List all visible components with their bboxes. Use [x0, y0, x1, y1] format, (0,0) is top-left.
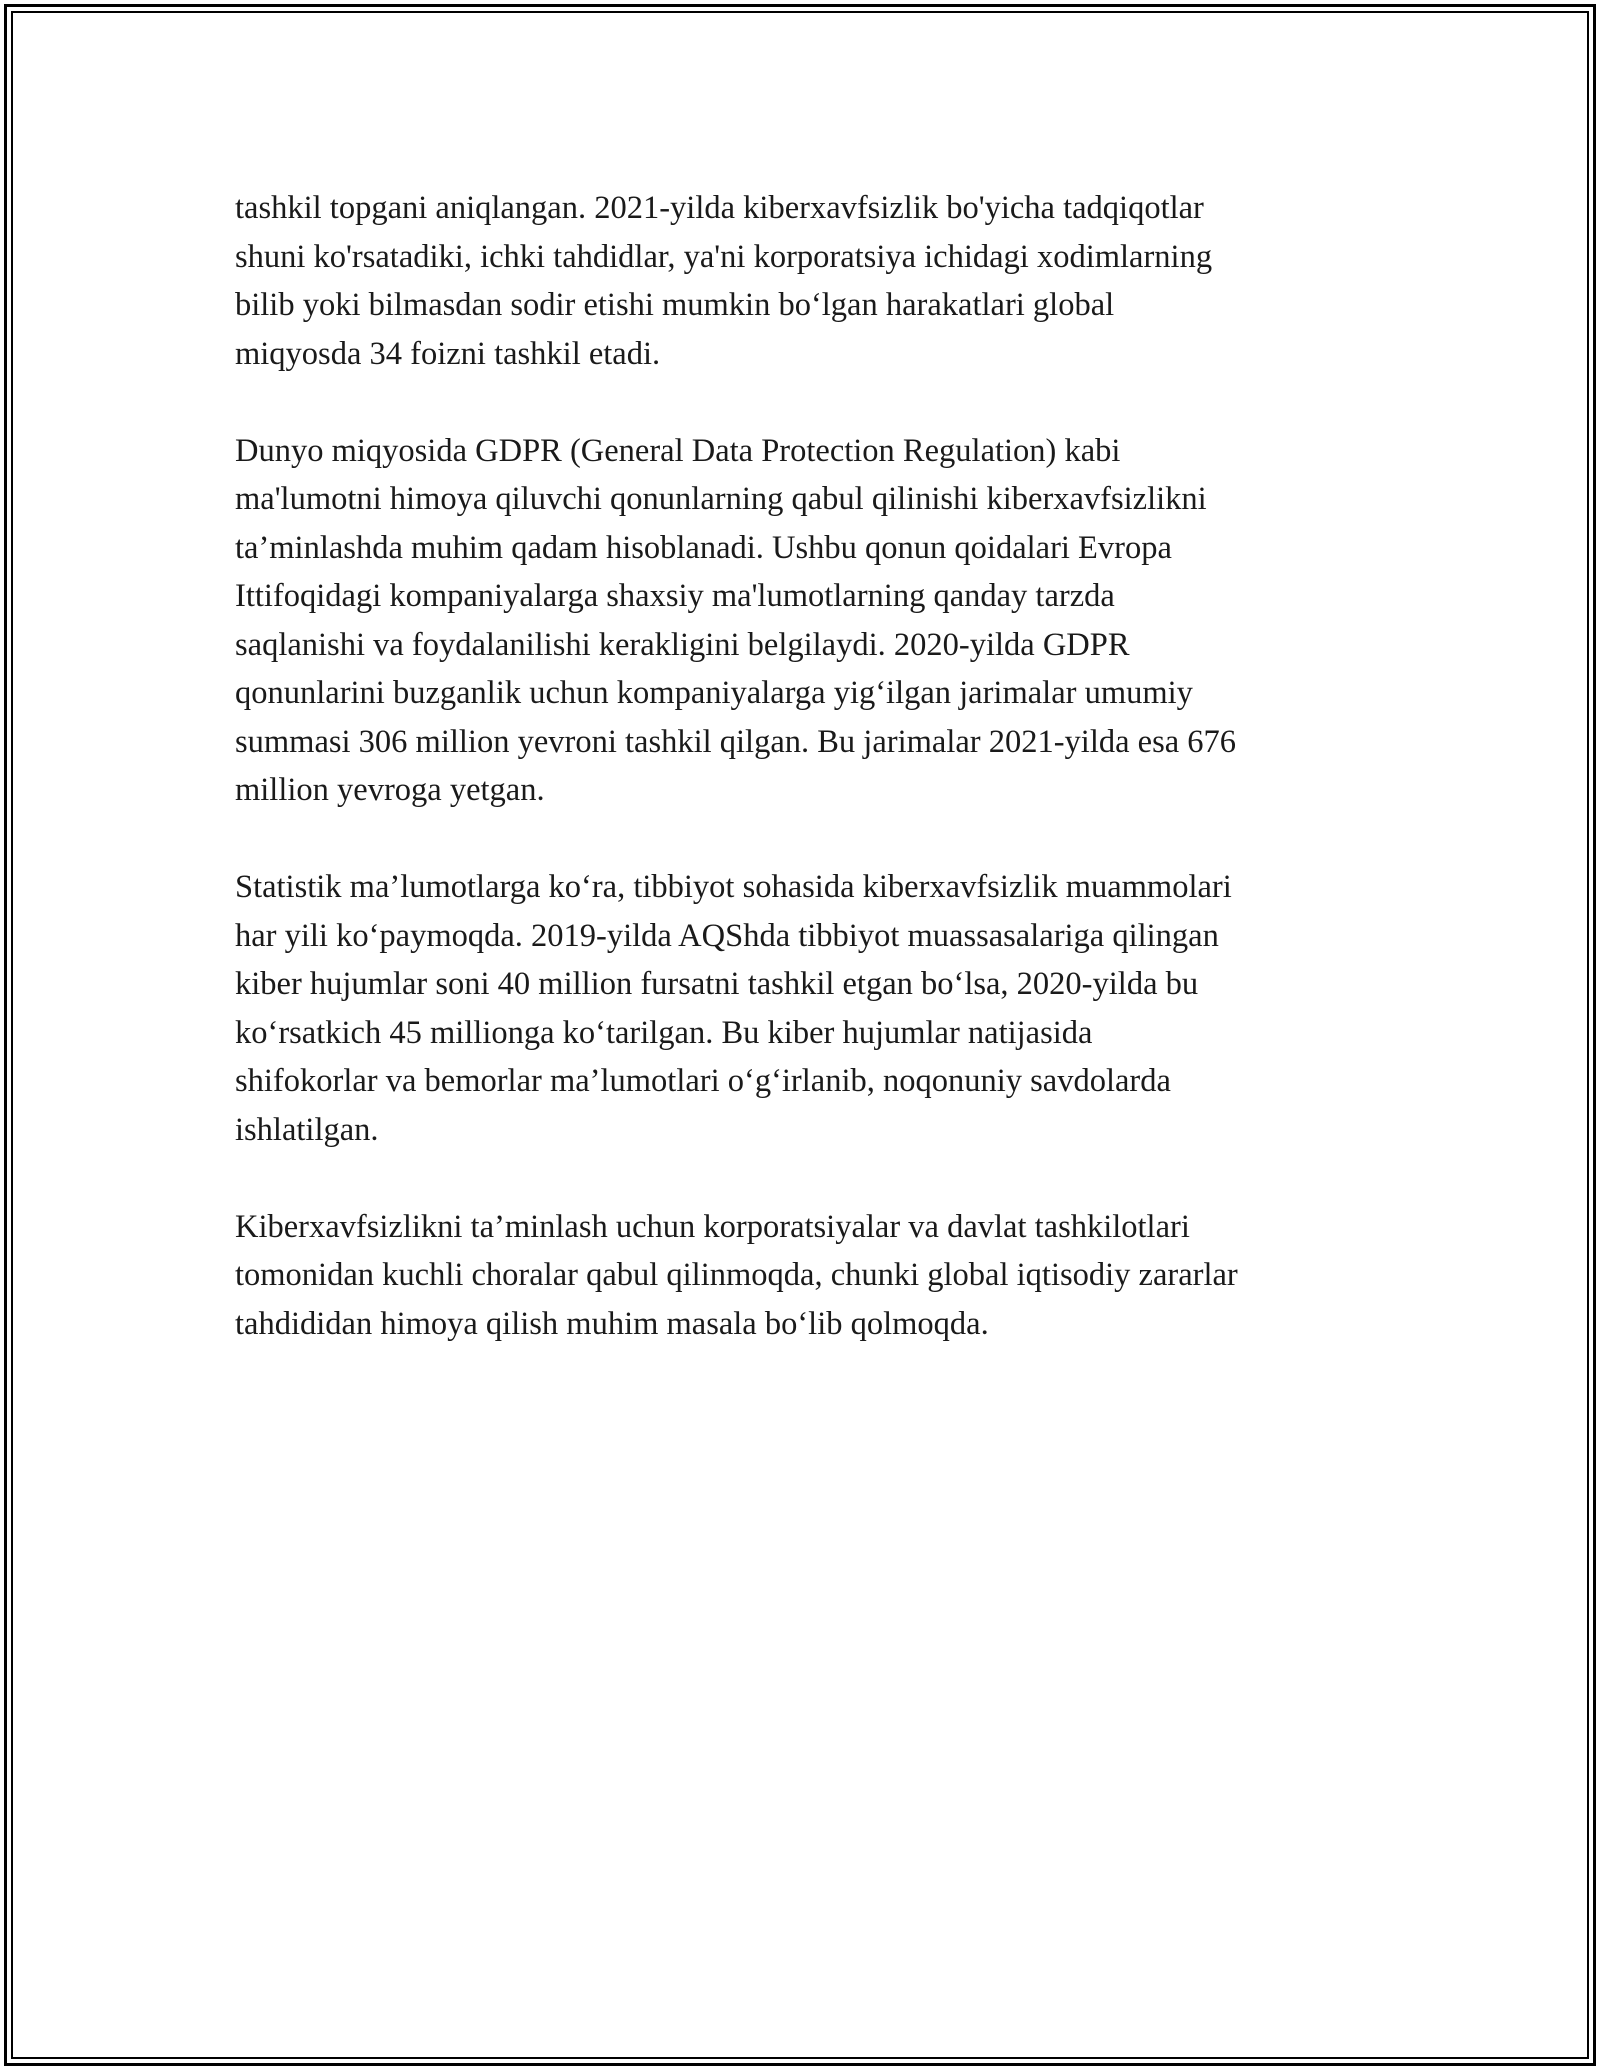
text-line: tashkil topgani aniqlangan. 2021-yilda kiberxavfsizlik bo'yicha tadqiqotlar — [235, 190, 1204, 226]
text-line: ta’minlashda muhim qadam hisoblanadi. Ushbu qonun qoidalari Evropa — [235, 529, 1172, 566]
paragraph-conclusion — [235, 1203, 1385, 1349]
document-body — [235, 184, 1385, 1397]
text-line: tomonidan kuchli choralar qabul qilinmoqda, chunki global iqtisodiy zararlar — [235, 1257, 1238, 1293]
text-line: shuni ko'rsatadiki, ichki tahdidlar, ya'ni korporatsiya ichidagi xodimlarning — [235, 238, 1213, 275]
text-line: million yevroga yetgan. — [235, 772, 545, 808]
text-line: shifokorlar va bemorlar ma’lumotlari o‘g‘irlanib, noqonuniy savdolarda — [235, 1063, 1171, 1099]
text-line: Dunyo miqyosida GDPR (General Data Protection Regulation) kabi — [235, 432, 1121, 469]
text-line: Ittifoqidagi kompaniyalarga shaxsiy ma'lumotlarning qanday tarzda — [235, 578, 1115, 614]
text-line: ishlatilgan. — [235, 1111, 379, 1148]
text-line: Statistik ma’lumotlarga ko‘ra, tibbiyot sohasida kiberxavfsizlik muammolari — [235, 869, 1232, 905]
text-line: bilib yoki bilmasdan sodir etishi mumkin bo‘lgan harakatlari global — [235, 287, 1115, 323]
paragraph-healthcare — [235, 863, 1385, 1154]
text-line: saqlanishi va foydalanilishi kerakligini belgilaydi. 2020-yilda GDPR — [235, 626, 1130, 663]
text-line: miqyosda 34 foizni tashkil etadi. — [235, 335, 661, 372]
paragraph-insider-threats — [235, 184, 1385, 378]
text-line: ko‘rsatkich 45 millionga ko‘tarilgan. Bu kiber hujumlar natijasida — [235, 1014, 1093, 1051]
text-line: tahdididan himoya qilish muhim masala bo‘lib qolmoqda. — [235, 1305, 989, 1342]
paragraph-gdpr — [235, 427, 1385, 815]
text-line: summasi 306 million yevroni tashkil qilgan. Bu jarimalar 2021-yilda esa 676 — [235, 723, 1237, 760]
text-line: har yili ko‘paymoqda. 2019-yilda AQShda tibbiyot muassasalariga qilingan — [235, 917, 1219, 954]
text-line: Kiberxavfsizlikni ta’minlash uchun korporatsiyalar va davlat tashkilotlari — [235, 1208, 1190, 1245]
text-line: kiber hujumlar soni 40 million fursatni tashkil etgan bo‘lsa, 2020-yilda bu — [235, 966, 1199, 1002]
text-line: ma'lumotni himoya qiluvchi qonunlarning qabul qilinishi kiberxavfsizlikni — [235, 481, 1207, 517]
text-line: qonunlarini buzganlik uchun kompaniyalarga yig‘ilgan jarimalar umumiy — [235, 675, 1193, 711]
